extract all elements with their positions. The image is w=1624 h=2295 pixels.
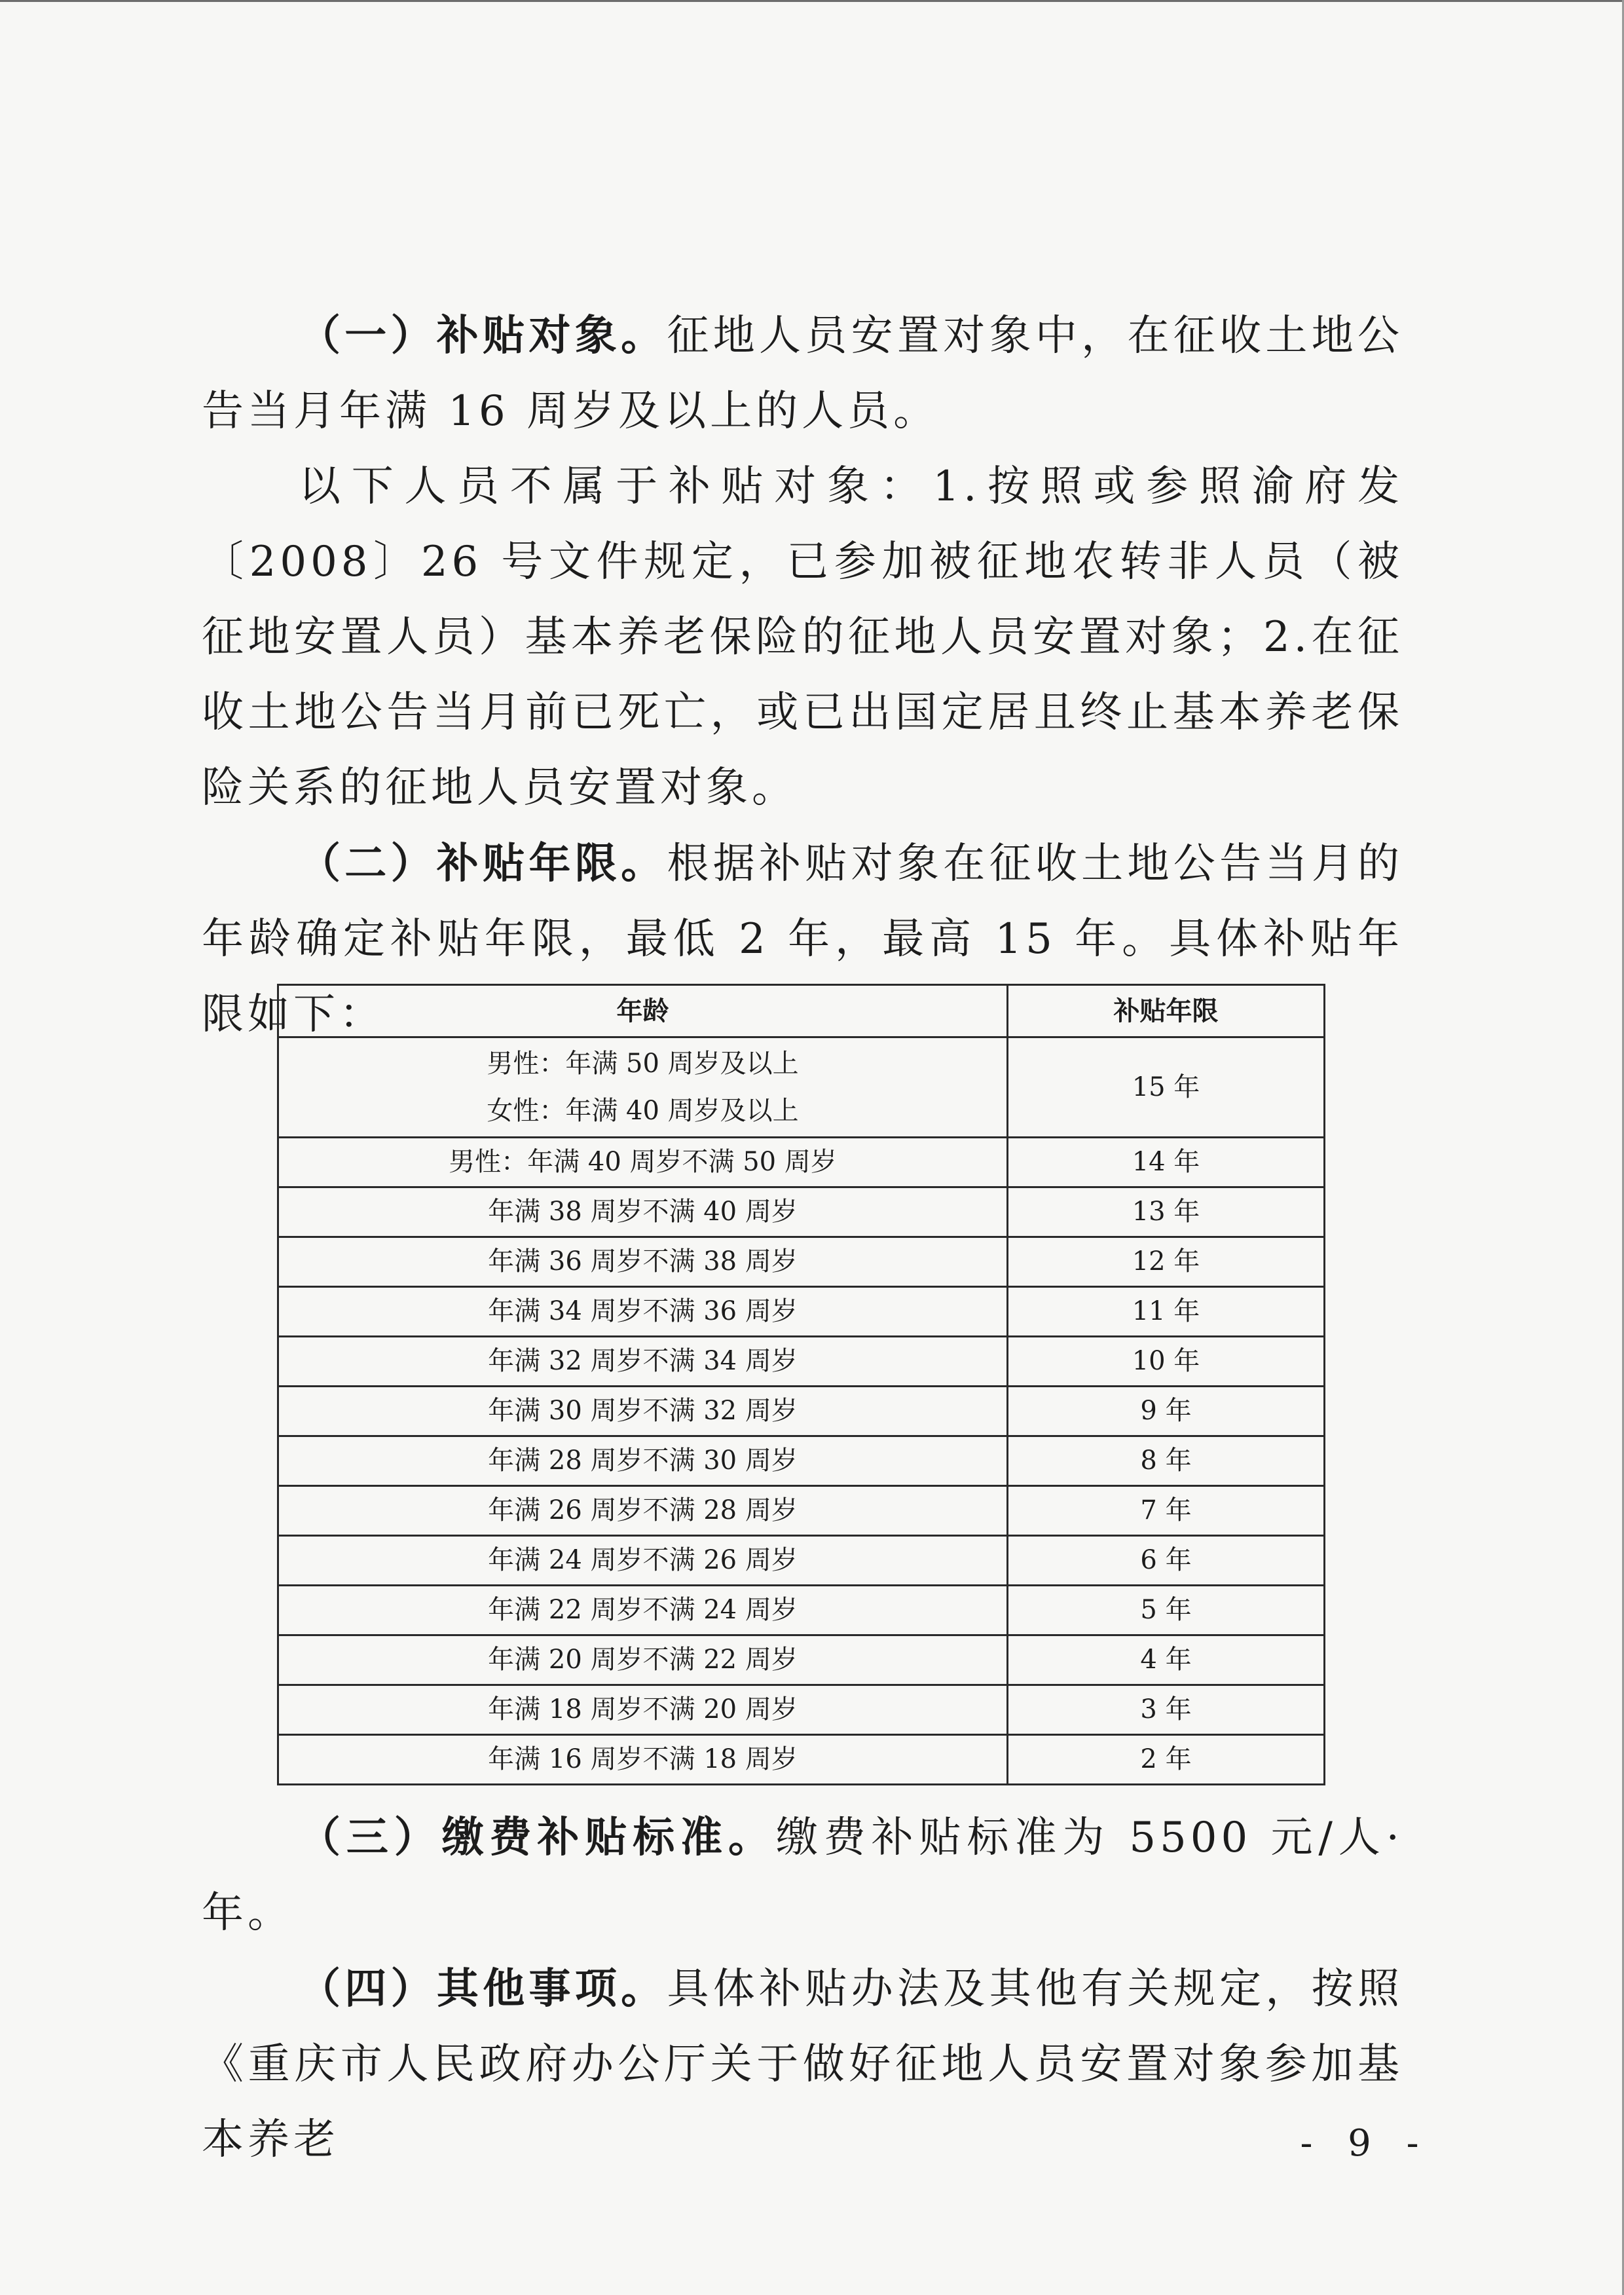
table-row [278, 1187, 1325, 1237]
age-cell: 年满 24 周岁不满 26 周岁 [278, 1536, 1008, 1586]
years-cell: 3 年 [1008, 1685, 1325, 1735]
section2-text: 根据补贴对象在征收土地公告当月的年龄确定补贴年限，最低 2 年，最高 15 年。具体补贴年限如下： [202, 840, 1404, 1039]
section1-heading: （一）补贴对象。 [299, 311, 667, 360]
age-cell: 年满 30 周岁不满 32 周岁 [278, 1387, 1008, 1436]
table-row [278, 1237, 1325, 1287]
table-row [278, 1685, 1325, 1735]
years-cell: 7 年 [1008, 1486, 1325, 1536]
section4-paragraph [202, 1951, 1403, 2178]
exclusion-paragraph: 以下人员不属于补贴对象：1.按照或参照渝府发〔2008〕26 号文件规定，已参加被征地农转非人员（被征地安置人员）基本养老保险的征地人员安置对象；2.在征收土地公告当月前已死亡，或已出国定居且终止基本养老保险关系的征地人员安置对象。 [202, 462, 1403, 812]
table-row [278, 1486, 1325, 1536]
section1-paragraph [202, 298, 1403, 449]
table-row [278, 1586, 1325, 1635]
age-line-female: 女性：年满 40 周岁及以上 [487, 1096, 799, 1126]
subsidy-years-table-wrapper [277, 984, 1323, 1785]
age-cell: 年满 22 周岁不满 24 周岁 [278, 1586, 1008, 1635]
table-row [278, 1138, 1325, 1187]
age-cell [278, 1037, 1008, 1138]
document-body-bottom [202, 1800, 1403, 2178]
years-cell: 12 年 [1008, 1237, 1325, 1287]
age-cell: 年满 16 周岁不满 18 周岁 [278, 1735, 1008, 1785]
header-years: 补贴年限 [1008, 985, 1325, 1037]
years-cell: 8 年 [1008, 1436, 1325, 1486]
table-row [278, 1735, 1325, 1785]
age-cell: 年满 20 周岁不满 22 周岁 [278, 1635, 1008, 1685]
age-cell: 年满 32 周岁不满 34 周岁 [278, 1337, 1008, 1387]
section3-text: 缴费补贴标准为 5500 元/人·年。 [202, 1814, 1404, 1937]
header-age: 年龄 [278, 985, 1008, 1037]
table-header-row [278, 985, 1325, 1037]
section4-text: 具体补贴办法及其他有关规定，按照《重庆市人民政府办公厅关于做好征地人员安置对象参加基本养老 [202, 1965, 1404, 2164]
section3-paragraph [202, 1800, 1403, 1951]
table-row [278, 1287, 1325, 1337]
table-row [278, 1536, 1325, 1586]
age-cell: 男性：年满 40 周岁不满 50 周岁 [278, 1138, 1008, 1187]
table-row [278, 1037, 1325, 1138]
document-body-top [202, 298, 1403, 1053]
table-row [278, 1436, 1325, 1486]
years-cell: 5 年 [1008, 1586, 1325, 1635]
section1-text: 征地人员安置对象中，在征收土地公告当月年满 16 周岁及以上的人员。 [202, 312, 1404, 436]
age-line-male: 男性：年满 50 周岁及以上 [487, 1049, 799, 1079]
page-top-edge [0, 0, 1624, 2]
age-cell: 年满 28 周岁不满 30 周岁 [278, 1436, 1008, 1486]
years-cell: 11 年 [1008, 1287, 1325, 1337]
years-cell: 15 年 [1008, 1037, 1325, 1138]
age-cell: 年满 36 周岁不满 38 周岁 [278, 1237, 1008, 1287]
page-number: - 9 - [1300, 2122, 1431, 2165]
years-cell: 9 年 [1008, 1387, 1325, 1436]
table-row [278, 1635, 1325, 1685]
age-cell: 年满 26 周岁不满 28 周岁 [278, 1486, 1008, 1536]
table-row [278, 1337, 1325, 1387]
age-cell: 年满 18 周岁不满 20 周岁 [278, 1685, 1008, 1735]
years-cell: 10 年 [1008, 1337, 1325, 1387]
section2-heading: （二）补贴年限。 [299, 839, 667, 888]
subsidy-years-table [277, 984, 1325, 1785]
years-cell: 2 年 [1008, 1735, 1325, 1785]
years-cell: 14 年 [1008, 1138, 1325, 1187]
years-cell: 13 年 [1008, 1187, 1325, 1237]
years-cell: 6 年 [1008, 1536, 1325, 1586]
age-cell: 年满 38 周岁不满 40 周岁 [278, 1187, 1008, 1237]
years-cell: 4 年 [1008, 1635, 1325, 1685]
section4-heading: （四）其他事项。 [299, 1964, 667, 2013]
age-cell: 年满 34 周岁不满 36 周岁 [278, 1287, 1008, 1337]
table-row [278, 1387, 1325, 1436]
section3-heading: （三）缴费补贴标准。 [299, 1813, 776, 1862]
